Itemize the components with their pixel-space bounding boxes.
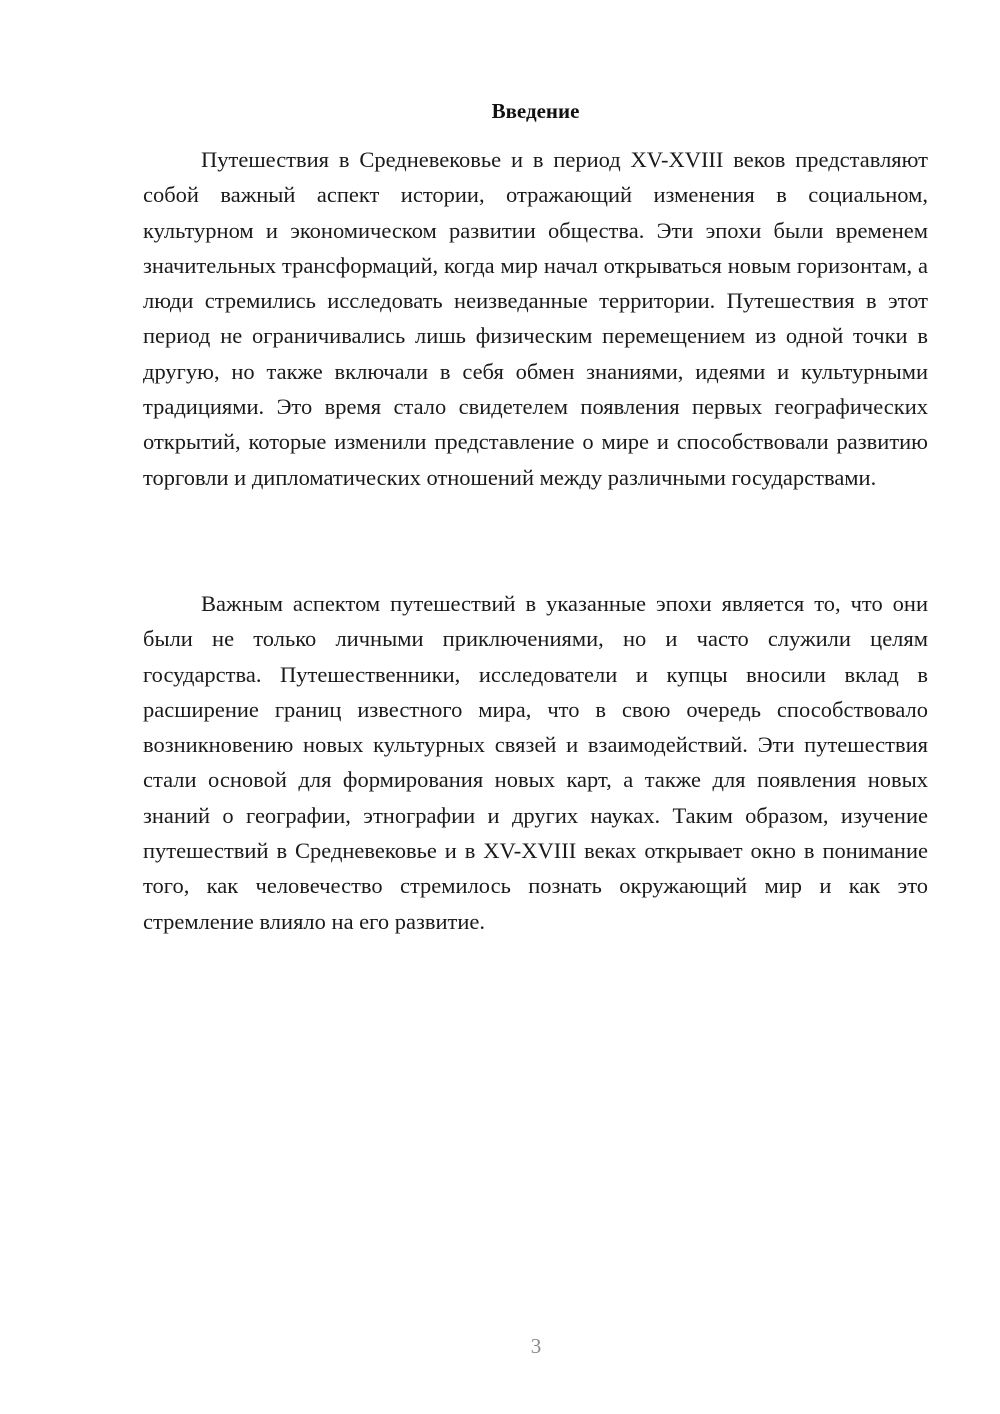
section-heading: Введение [491, 99, 580, 123]
paragraph-2: Важным аспектом путешествий в указанные эпохи является то, что они были не только личными приключениями, но и часто служили целям государства. Путешественники, исследователи и купцы вносили вклад в расширение границ известного мира, что в свою очередь способствовало возникновению новых культурных связей и взаимодействий. Эти путешествия стали основой для формирования новых карт, а также для появления новых знаний о географии, этнографии и других науках. Таким образом, изучение путешествий в Средневековье и в XV-XVIII веках открывает окно в понимание того, как человечество стремилось познать окружающий мир и как это стремление влияло на его развитие. [143, 591, 928, 934]
paragraph-1: Путешествия в Средневековье и в период XV-XVIII веков представляют собой важный аспект истории, отражающий изменения в социальном, культурном и экономическом развитии общества. Эти эпохи были временем значительных трансформаций, когда мир начал открываться новым горизонтам, а люди стремились исследовать неизведанные территории. Путешествия в этот период не ограничивались лишь физическим перемещением из одной точки в другую, но также включали в себя обмен знаниями, идеями и культурными традициями. Это время стало свидетелем появления первых географических открытий, которые изменили представление о мире и способствовали развитию торговли и дипломатических отношений между различными государствами. [143, 147, 928, 490]
page-number: 3 [530, 1334, 542, 1358]
